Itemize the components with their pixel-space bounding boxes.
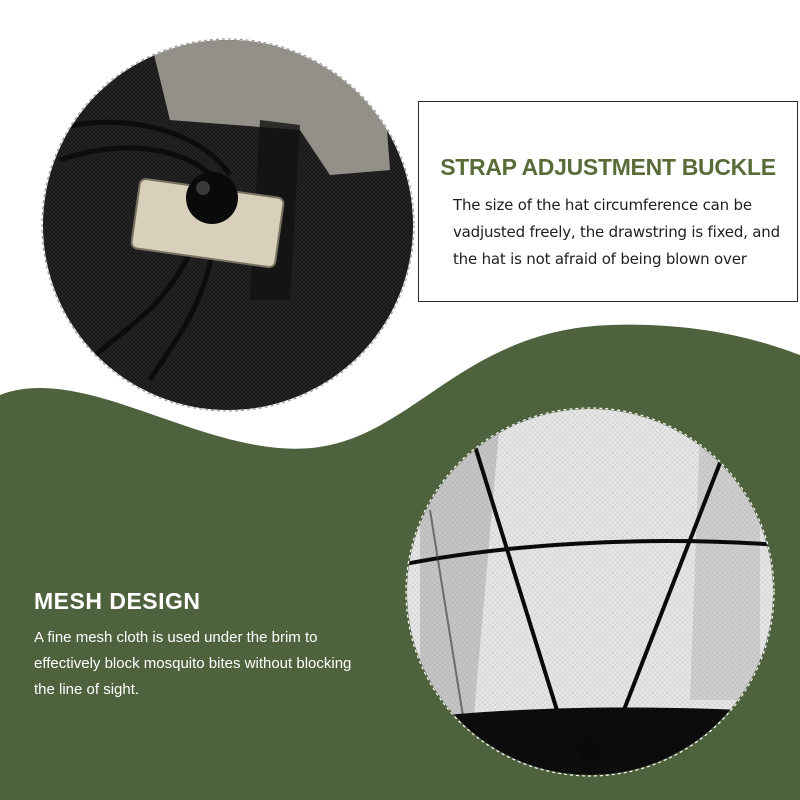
mesh-description-line: effectively block mosquito bites without blocking — [34, 655, 352, 672]
strap-info-box — [418, 101, 798, 302]
mesh-description-line: the line of sight. — [34, 681, 140, 698]
strap-description-line: The size of the hat circumference can be — [453, 196, 752, 214]
strap-description-line: vadjusted freely, the drawstring is fixed, and — [453, 223, 780, 241]
strap-section-description — [453, 192, 793, 273]
strap-section-title: STRAP ADJUSTMENT BUCKLE — [440, 154, 776, 180]
strap-description-line: the hat is not afraid of being blown over — [453, 250, 747, 268]
strap-buckle-photo — [40, 38, 420, 418]
mesh-section-title: MESH DESIGN — [34, 588, 201, 614]
mesh-description-line: A fine mesh cloth is used under the brim to — [34, 629, 318, 646]
mesh-section-description — [34, 625, 406, 703]
